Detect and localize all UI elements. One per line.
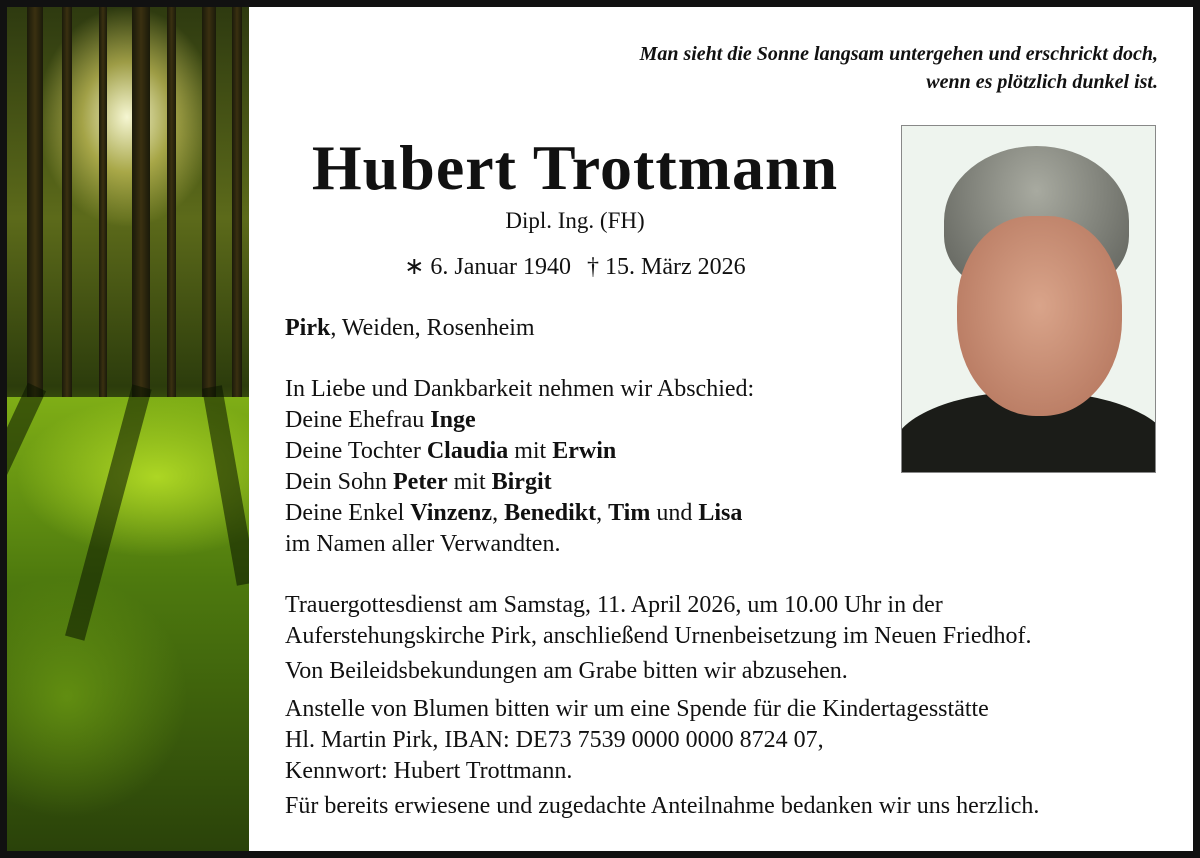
family-grandchildren: Deine Enkel Vinzenz, Benedikt, Tim und Lisa [285, 500, 743, 526]
family-relatives: im Namen aller Verwandten. [285, 531, 561, 557]
condolence-note: Von Beileidsbekundungen am Grabe bitten wir abzusehen. [285, 658, 848, 684]
life-dates [250, 252, 900, 281]
family-son: Dein Sohn Peter mit Birgit [285, 469, 552, 495]
forest-image [7, 7, 249, 851]
quote: Man sieht die Sonne langsam untergehen und erschrickt doch, wenn es plötzlich dunkel ist. [639, 43, 1158, 93]
birth-date: ∗ 6. Januar 1940 [404, 254, 572, 280]
portrait-photo [901, 125, 1156, 473]
donation-info: Anstelle von Blumen bitten wir um eine Spende für die Kindertagesstätte Hl. Martin Pirk, IBAN: DE73 7539 0000 0000 8724 07, Kennwort: Hubert Trottmann. [285, 696, 989, 784]
family-daughter: Deine Tochter Claudia mit Erwin [285, 438, 617, 464]
service-info: Trauergottesdienst am Samstag, 11. April 2026, um 10.00 Uhr in der Auferstehungskirche Pirk, anschließend Urnenbeisetzung im Neuen Friedhof. [285, 592, 1032, 649]
thanks-note: Für bereits erwiesene und zugedachte Anteilnahme bedanken wir uns herzlich. [285, 793, 1040, 819]
deceased-name: Hubert Trottmann [311, 132, 839, 203]
family-wife: Deine Ehefrau Inge [285, 407, 476, 433]
academic-title: Dipl. Ing. (FH) [505, 208, 645, 233]
places: Pirk, Weiden, Rosenheim [285, 315, 535, 341]
death-date: † 15. März 2026 [587, 254, 746, 280]
family-list [285, 374, 754, 560]
intro: In Liebe und Dankbarkeit nehmen wir Abschied: [285, 376, 755, 402]
